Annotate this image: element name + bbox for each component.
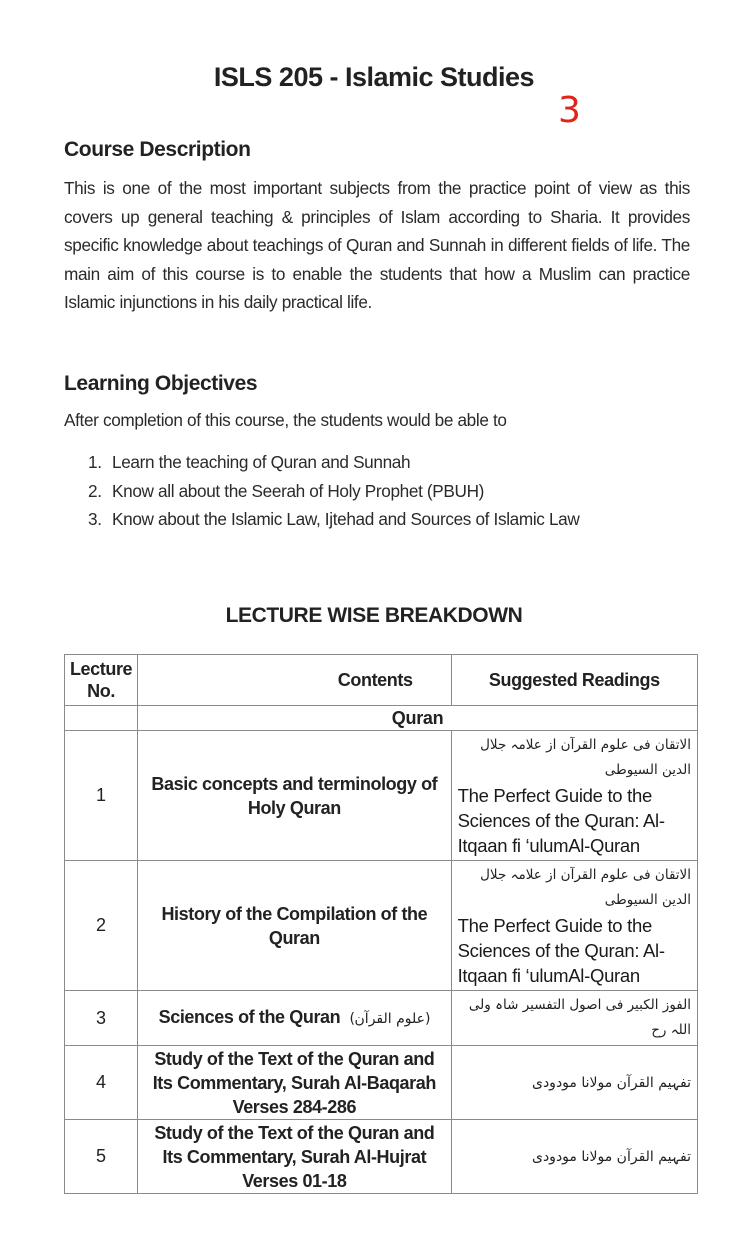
- reading-urdu: تفہیم القرآن مولانا مودودی: [531, 1074, 691, 1091]
- readings-header: Suggested Readings: [451, 655, 697, 706]
- suggested-reading: [451, 1120, 697, 1194]
- lecture-number: 2: [65, 861, 138, 991]
- reading-urdu: الفوز الکبیر فی اصول التفسیر شاہ ولی اللہ رح: [468, 997, 691, 1038]
- objective-number: 1.: [88, 452, 102, 472]
- lecture-contents: Study of the Text of the Quran and Its Commentary, Surah Al-Baqarah Verses 284-286: [138, 1046, 451, 1120]
- objective-item: [88, 505, 579, 534]
- page-number: 3: [558, 90, 581, 131]
- section-label: Quran: [138, 706, 698, 731]
- table-row: [65, 1120, 698, 1194]
- lecture-contents-text: Sciences of the Quran: [158, 1007, 341, 1027]
- lecture-no-header-line2: No.: [87, 681, 115, 701]
- objectives-list: [88, 448, 579, 534]
- lecture-contents: Basic concepts and terminology of Holy Quran: [138, 731, 451, 861]
- table-header-row: [65, 655, 698, 706]
- lecture-no-header-line1: Lecture: [69, 659, 133, 679]
- objective-text: Know all about the Seerah of Holy Prophet (PBUH): [112, 480, 485, 501]
- lecture-breakdown-table: [64, 654, 698, 1194]
- learning-objectives-intro: After completion of this course, the students would be able to: [64, 410, 507, 430]
- objective-text: Learn the teaching of Quran and Sunnah: [112, 452, 411, 472]
- suggested-reading: [451, 861, 697, 991]
- lecture-number: 1: [65, 731, 138, 861]
- lecture-number: 5: [65, 1120, 138, 1194]
- objective-number: 3.: [88, 509, 102, 530]
- lecture-number: 3: [65, 991, 138, 1046]
- reading-english: The Perfect Guide to the Sciences of the Quran: Al-Itqaan fi ‘ulumAl-Quran: [457, 785, 665, 856]
- objective-text: Know about the Islamic Law, Ijtehad and Sources of Islamic Law: [112, 509, 580, 530]
- lecture-number: 4: [65, 1046, 138, 1120]
- course-description-heading: Course Description: [64, 138, 251, 161]
- breakdown-title: LECTURE WISE BREAKDOWN: [225, 604, 523, 627]
- reading-english: The Perfect Guide to the Sciences of the Quran: Al-Itqaan fi ‘ulumAl-Quran: [457, 915, 665, 986]
- lecture-contents: [138, 991, 451, 1046]
- lecture-contents: Study of the Text of the Quran and Its Commentary, Surah Al-Hujrat Verses 01-18: [138, 1120, 451, 1194]
- lecture-no-header: [65, 655, 138, 706]
- table-row: [65, 861, 698, 991]
- reading-urdu: الاتقان فی علوم القرآن از علامہ جلال الدین السیوطی: [480, 867, 691, 908]
- reading-urdu: الاتقان فی علوم القرآن از علامہ جلال الدین السیوطی: [480, 737, 691, 778]
- course-title: ISLS 205 - Islamic Studies: [213, 62, 535, 92]
- suggested-reading: [451, 1046, 697, 1120]
- section-row: [65, 706, 698, 731]
- reading-urdu: تفہیم القرآن مولانا مودودی: [531, 1148, 691, 1165]
- table-row: [65, 731, 698, 861]
- objective-number: 2.: [88, 480, 102, 501]
- table-row: [65, 1046, 698, 1120]
- objective-item: [88, 448, 579, 477]
- suggested-reading: [451, 731, 697, 861]
- objective-item: [88, 477, 579, 506]
- course-description-text: This is one of the most important subjects from the practice point of view as this covers up general teaching & principles of Islam according to Sharia. It provides specific knowledge about teachings of Quran and Sunnah in different fields of life. The main aim of this course is to enable the students that how a Muslim can practice Islamic injunctions in his daily practical life.: [64, 178, 690, 313]
- section-empty-cell: [65, 706, 138, 731]
- table-row: [65, 991, 698, 1046]
- lecture-contents: History of the Compilation of the Quran: [138, 861, 451, 991]
- learning-objectives-heading: Learning Objectives: [64, 372, 258, 395]
- contents-header: Contents: [138, 655, 451, 706]
- lecture-contents-arabic: (علوم القرآن): [349, 1011, 431, 1027]
- suggested-reading: [451, 991, 697, 1046]
